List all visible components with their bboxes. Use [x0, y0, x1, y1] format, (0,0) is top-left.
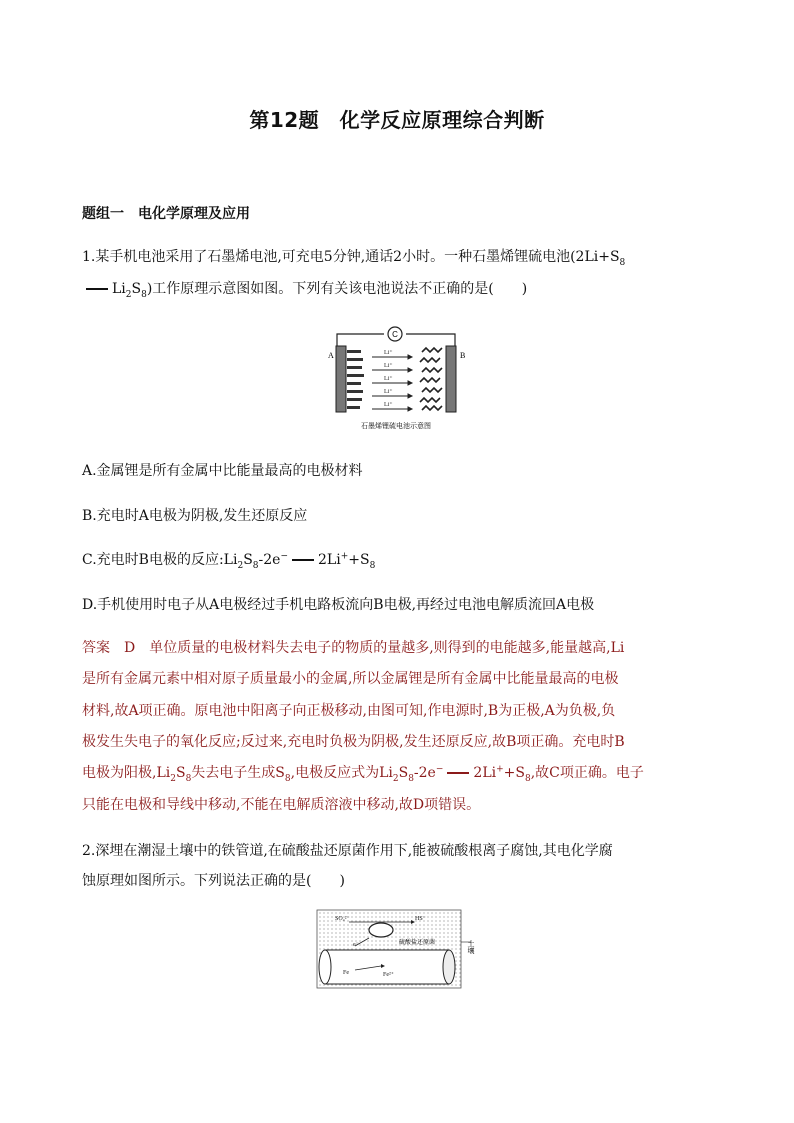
- option-d: D.手机使用时电子从A电极经过手机电路板流向B电极,再经过电池电解质流回A电极: [82, 597, 595, 613]
- ion-label: Li⁺: [384, 350, 393, 356]
- sulfate-label: SO₄²⁻: [335, 916, 350, 922]
- section-heading: 题组一 电化学原理及应用: [82, 206, 250, 222]
- soil-label: 土壤: [467, 940, 475, 954]
- figure-caption: 石墨烯锂硫电池示意图: [361, 422, 431, 430]
- option-b: B.充电时A电极为阴极,发生还原反应: [82, 508, 308, 524]
- electrode-a-label: A: [328, 351, 334, 360]
- question-2-line-2: 蚀原理如图所示。下列说法正确的是( ): [82, 873, 345, 889]
- answer-line-5: 电极为阳极$,Li_2S_8$失去电子生成$S_8$,电极反应式为$Li_2S_8-2e^-$ $2Li^++S_8$,故C项正确。电子: [82, 764, 644, 784]
- ion-label: Li⁺: [384, 389, 393, 395]
- question-2-line-1: 2.深埋在潮湿土壤中的铁管道,在硫酸盐还原菌作用下,能被硫酸根离子腐蚀,其电化学腐: [82, 843, 613, 859]
- corrosion-diagram: [315, 908, 485, 992]
- option-c: C.充电时B电极的反应$:Li_2S_8-2e^-$ $2Li^++S_8$: [82, 551, 376, 571]
- answer-line-1: 答案 D 单位质量的电极材料失去电子的物质的量越多,则得到的电能越多,能量越高,Li: [82, 640, 625, 656]
- meter-label: C: [392, 330, 398, 339]
- answer-line-6: 只能在电极和导线中移动,不能在电解质溶液中移动,故D项错误。: [82, 797, 481, 813]
- ion-label: Li⁺: [384, 376, 393, 382]
- battery-diagram: [322, 326, 470, 434]
- answer-line-4: 极发生失电子的氧化反应;反过来,充电时负极为阴极,发生还原反应,故B项正确。充电时B: [82, 734, 625, 750]
- option-a: A.金属锂是所有金属中比能量最高的电极材料: [82, 463, 363, 479]
- answer-line-2: 是所有金属元素中相对原子质量最小的金属,所以金属锂是所有金属中比能量最高的电极: [82, 671, 619, 687]
- electron-label: e⁻: [353, 942, 359, 948]
- ion-label: Li⁺: [384, 402, 393, 408]
- iron-label: Fe: [343, 970, 349, 976]
- ion-label: Li⁺: [384, 363, 393, 369]
- electrode-b-label: B: [460, 351, 466, 360]
- question-1-line-1: 1.某手机电池采用了石墨烯电池,可充电5分钟,通话2小时。一种石墨烯锂硫电池($2Li+S_8$: [82, 249, 626, 268]
- page-title: 第12题 化学反应原理综合判断: [249, 108, 545, 132]
- question-1-line-2: $Li_2S_8$)工作原理示意图如图。下列有关该电池说法不正确的是( ): [82, 278, 527, 300]
- bacteria-label: 硫酸盐还原菌: [399, 939, 436, 946]
- iron-ion-label: Fe²⁺: [383, 972, 394, 978]
- answer-line-3: 材料,故A项正确。原电池中阳离子向正极移动,由图可知,作电源时,B为正极,A为负极,负: [82, 703, 616, 719]
- hs-label: HS⁻: [415, 916, 426, 922]
